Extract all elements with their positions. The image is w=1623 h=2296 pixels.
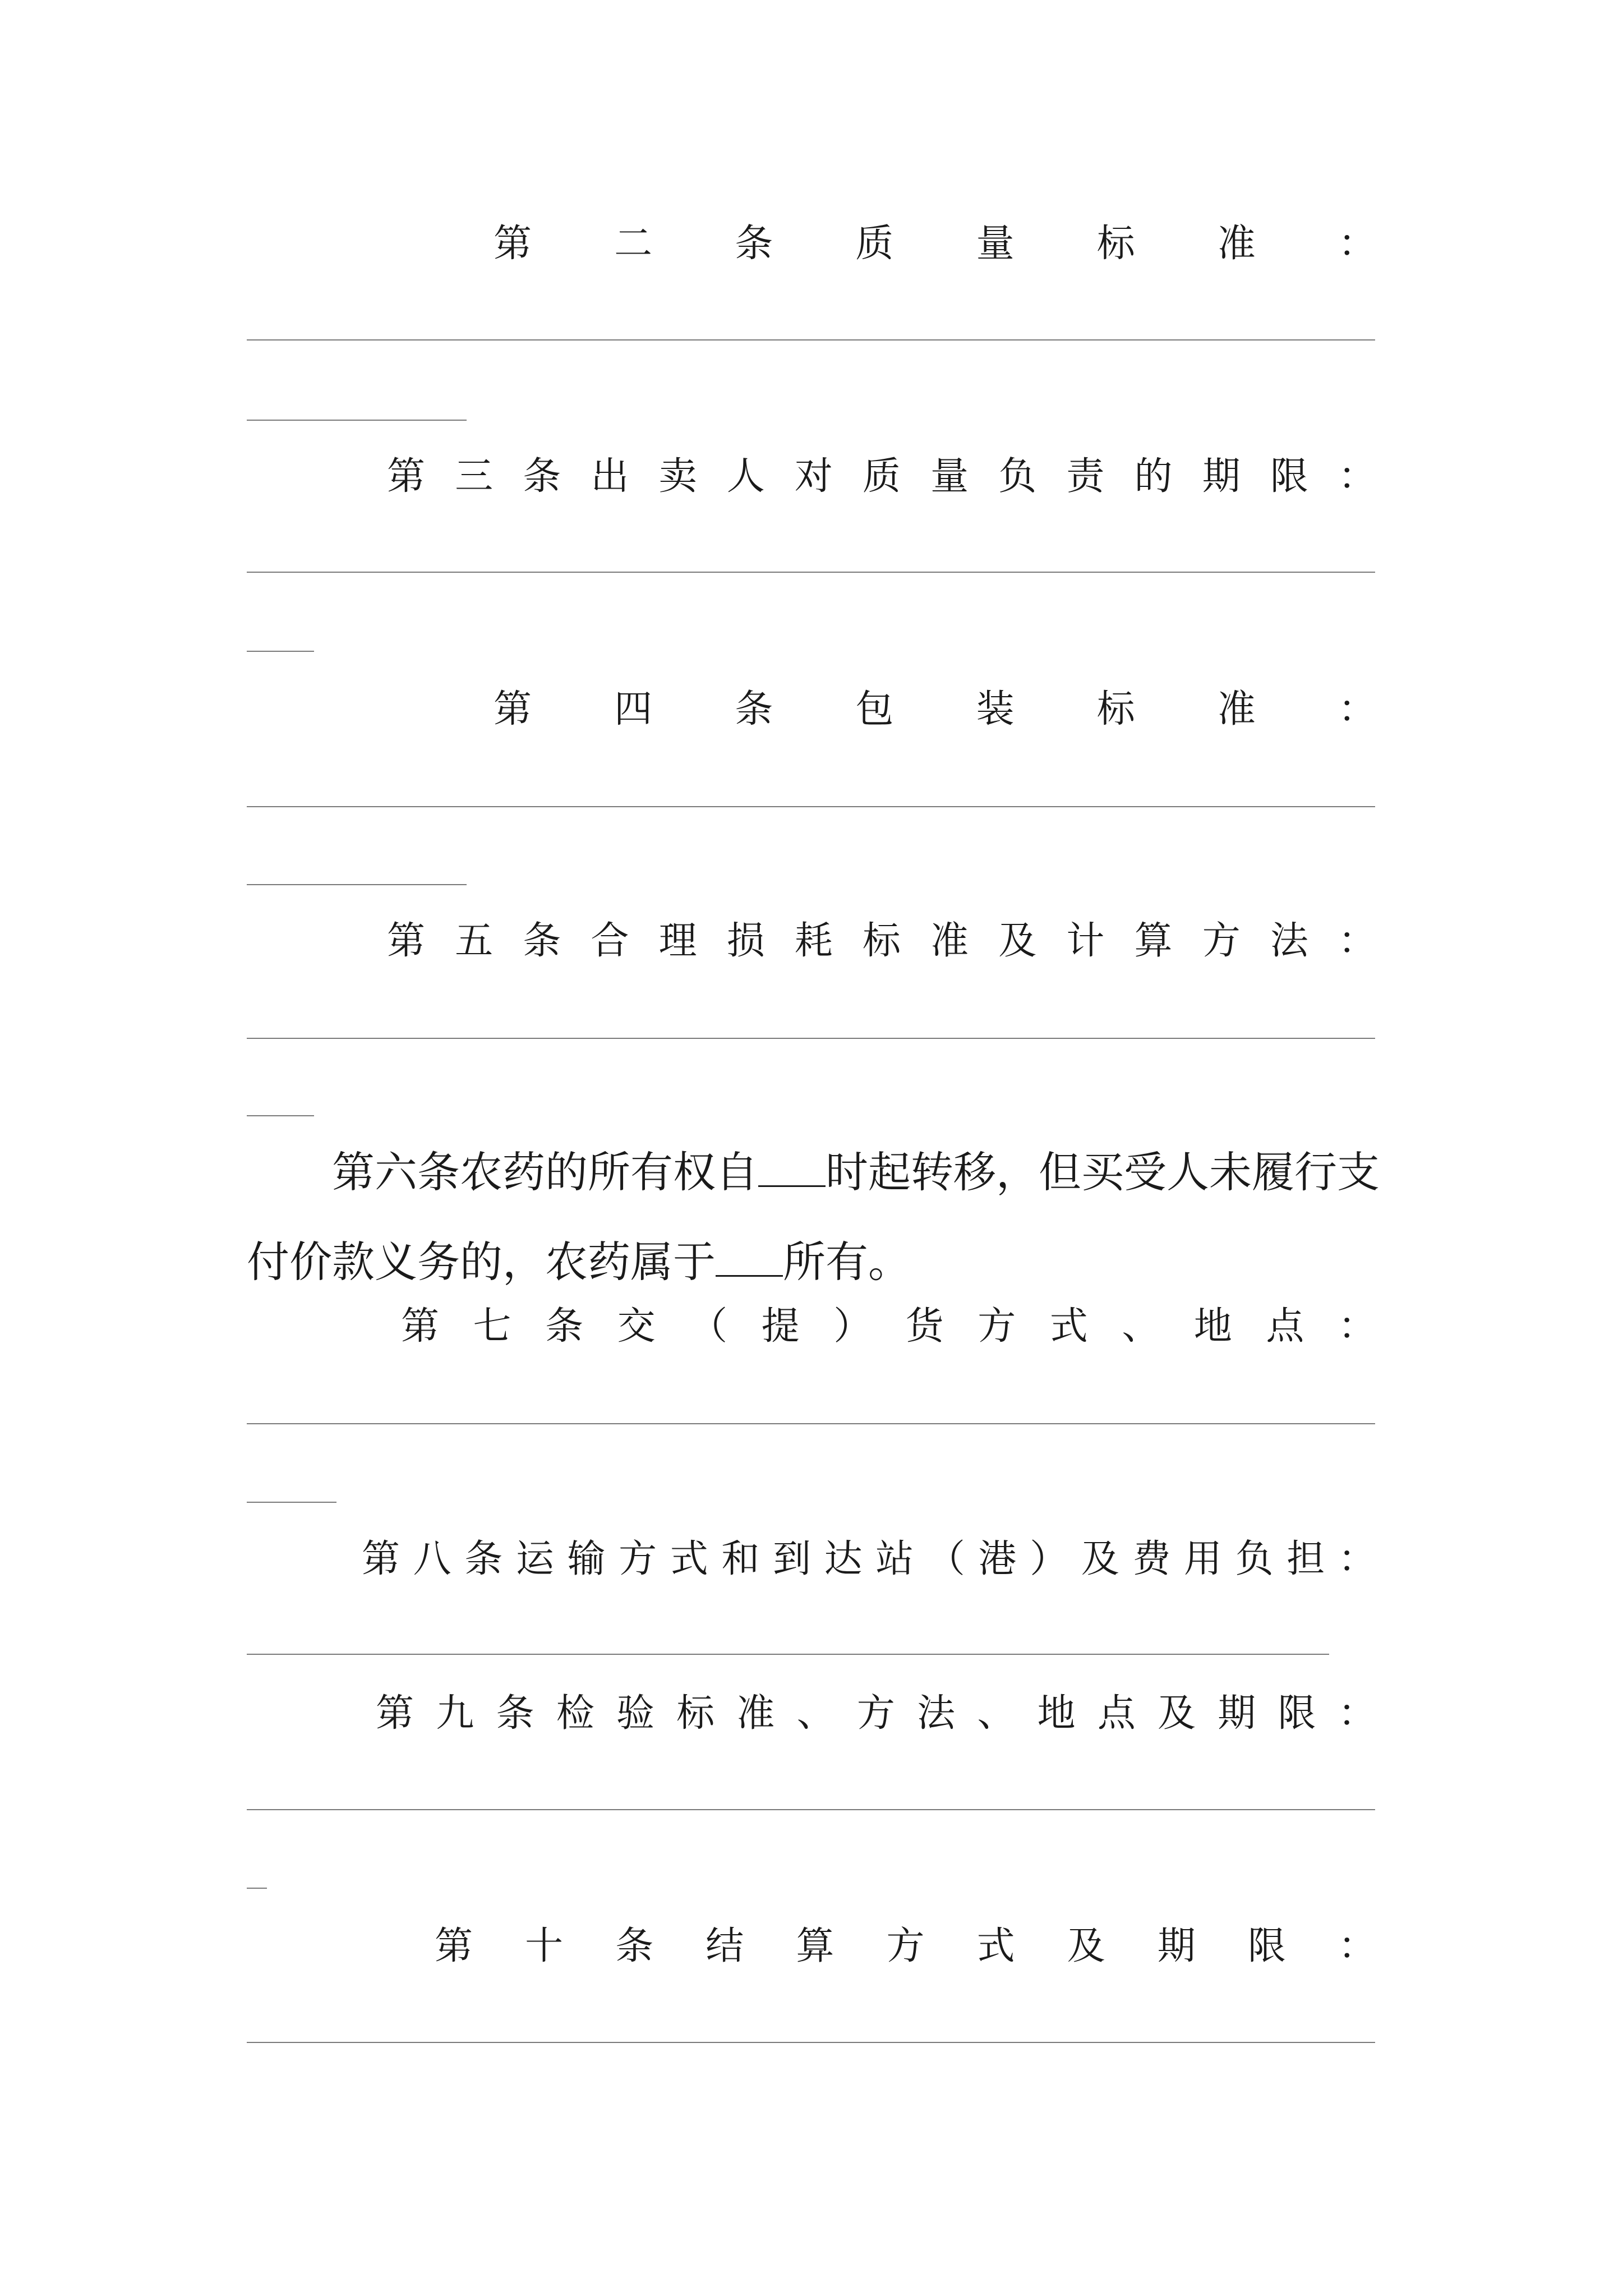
heading-char: 地 [1193, 1304, 1232, 1349]
heading-char: 标 [862, 919, 901, 963]
clause-6-text-2: 时起转移，但买受人未履行支付价款义务的，农药属于 [247, 1147, 1380, 1287]
fill-line [247, 1809, 1375, 1810]
heading-char: 理 [658, 919, 697, 963]
heading-char: ） [1030, 1537, 1068, 1581]
heading-char: 算 [796, 1924, 834, 1968]
heading-char: 标 [676, 1691, 715, 1736]
heading-char: ： [1338, 687, 1376, 731]
clause-4-heading [494, 679, 1376, 740]
heading-char: 出 [591, 454, 629, 499]
fill-line [247, 1038, 1375, 1039]
heading-char: 限 [1270, 454, 1308, 499]
heading-char: 及 [1158, 1691, 1196, 1736]
clause-3-heading [387, 446, 1376, 508]
heading-char: ： [1338, 1537, 1376, 1581]
heading-char: （ [926, 1537, 965, 1581]
heading-char: 七 [473, 1304, 511, 1349]
heading-char: 第 [387, 919, 426, 963]
heading-char: 条 [735, 687, 773, 731]
clause-7-heading [401, 1296, 1376, 1358]
heading-char: 货 [905, 1304, 944, 1349]
heading-char: 九 [436, 1691, 474, 1736]
heading-char: 、 [1122, 1304, 1160, 1349]
heading-char: 第 [401, 1304, 440, 1349]
heading-char: 及 [998, 919, 1037, 963]
fill-line [247, 1502, 336, 1503]
heading-char: 的 [1134, 454, 1173, 499]
heading-char: 港 [978, 1537, 1017, 1581]
heading-char: ： [1338, 1691, 1376, 1736]
heading-char: 质 [855, 222, 894, 266]
heading-char: 第 [387, 454, 426, 499]
heading-char: 准 [1217, 687, 1256, 731]
heading-char: 包 [855, 687, 894, 731]
heading-char: 负 [1235, 1537, 1274, 1581]
heading-char: 式 [976, 1924, 1015, 1968]
heading-char: ： [1338, 454, 1376, 499]
heading-char: 条 [464, 1537, 503, 1581]
heading-char: 量 [930, 454, 969, 499]
heading-char: 二 [614, 222, 653, 266]
fill-line [247, 420, 467, 421]
heading-char: 结 [706, 1924, 744, 1968]
heading-char: 标 [1096, 222, 1135, 266]
heading-char: 输 [567, 1537, 606, 1581]
fill-line [247, 1423, 1375, 1424]
heading-char: 和 [721, 1537, 760, 1581]
heading-char: 标 [1096, 687, 1135, 731]
heading-char: 到 [773, 1537, 811, 1581]
heading-char: 第 [494, 222, 532, 266]
heading-char: 方 [619, 1537, 657, 1581]
heading-char: 费 [1132, 1537, 1171, 1581]
heading-char: 三 [455, 454, 494, 499]
fill-line [247, 1654, 1329, 1655]
heading-char: 装 [976, 687, 1015, 731]
heading-char: （ [689, 1304, 728, 1349]
heading-char: 限 [1278, 1691, 1316, 1736]
heading-char: 、 [977, 1691, 1016, 1736]
fill-line [247, 339, 1375, 341]
heading-char: 第 [362, 1537, 400, 1581]
fill-line [247, 1115, 314, 1116]
heading-char: 运 [515, 1537, 554, 1581]
heading-char: 式 [1049, 1304, 1088, 1349]
heading-char: 人 [726, 454, 765, 499]
heading-char: 算 [1134, 919, 1173, 963]
heading-char: ： [1338, 1924, 1376, 1968]
heading-char: 检 [556, 1691, 594, 1736]
heading-char: 交 [617, 1304, 656, 1349]
fill-line [247, 806, 1375, 807]
heading-char: 对 [794, 454, 833, 499]
clause-9-heading [376, 1683, 1376, 1745]
heading-char: 条 [545, 1304, 584, 1349]
heading-char: 条 [523, 919, 561, 963]
heading-char: 合 [591, 919, 629, 963]
heading-char: 第 [376, 1691, 414, 1736]
heading-char: 法 [917, 1691, 956, 1736]
heading-char: 担 [1287, 1537, 1325, 1581]
fill-line [247, 884, 467, 885]
heading-char: 限 [1247, 1924, 1286, 1968]
heading-char: ： [1338, 1304, 1376, 1349]
heading-char: 、 [796, 1691, 835, 1736]
heading-char: 地 [1037, 1691, 1076, 1736]
heading-char: 责 [1066, 454, 1105, 499]
heading-char: 达 [824, 1537, 863, 1581]
heading-char: 方 [856, 1691, 895, 1736]
heading-char: 计 [1066, 919, 1105, 963]
heading-char: 八 [413, 1537, 451, 1581]
heading-char: 条 [496, 1691, 534, 1736]
heading-char: ： [1338, 919, 1376, 963]
blank-transfer-time [758, 1151, 826, 1187]
blank-owner [716, 1240, 783, 1277]
heading-char: 损 [726, 919, 765, 963]
heading-char: ： [1338, 222, 1376, 266]
clause-10-heading [435, 1916, 1376, 1977]
heading-char: 及 [1081, 1537, 1119, 1581]
clause-6-paragraph [247, 1128, 1396, 1307]
heading-char: 方 [1202, 919, 1241, 963]
clause-6-text-1: 第六条农药的所有权自 [332, 1147, 758, 1197]
clause-6-text-3: 所有。 [783, 1237, 911, 1287]
heading-char: 准 [1217, 222, 1256, 266]
heading-char: 及 [1067, 1924, 1105, 1968]
heading-char: 卖 [658, 454, 697, 499]
heading-char: 耗 [794, 919, 833, 963]
heading-char: 负 [998, 454, 1037, 499]
heading-char: 方 [886, 1924, 925, 1968]
fill-line [247, 2042, 1375, 2043]
heading-char: 站 [875, 1537, 914, 1581]
heading-char: 第 [435, 1924, 473, 1968]
heading-char: 五 [455, 919, 494, 963]
heading-char: 期 [1202, 454, 1241, 499]
clause-2-heading [494, 213, 1376, 275]
fill-line [247, 572, 1375, 573]
heading-char: 条 [735, 222, 773, 266]
heading-char: 点 [1097, 1691, 1136, 1736]
heading-char: 期 [1157, 1924, 1196, 1968]
heading-char: 量 [976, 222, 1015, 266]
fill-line [247, 1888, 267, 1889]
heading-char: 准 [736, 1691, 775, 1736]
heading-char: 条 [523, 454, 561, 499]
clause-5-heading [387, 910, 1376, 972]
heading-char: 法 [1270, 919, 1308, 963]
fill-line [247, 651, 314, 652]
heading-char: 准 [930, 919, 969, 963]
heading-char: 第 [494, 687, 532, 731]
heading-char: 条 [615, 1924, 654, 1968]
heading-char: 十 [525, 1924, 564, 1968]
clause-8-heading [362, 1529, 1376, 1590]
heading-char: 质 [862, 454, 901, 499]
heading-char: ） [833, 1304, 872, 1349]
heading-char: 点 [1266, 1304, 1304, 1349]
heading-char: 提 [761, 1304, 800, 1349]
heading-char: 验 [616, 1691, 654, 1736]
heading-char: 期 [1218, 1691, 1256, 1736]
heading-char: 用 [1184, 1537, 1223, 1581]
heading-char: 方 [978, 1304, 1016, 1349]
heading-char: 式 [670, 1537, 708, 1581]
heading-char: 四 [614, 687, 653, 731]
